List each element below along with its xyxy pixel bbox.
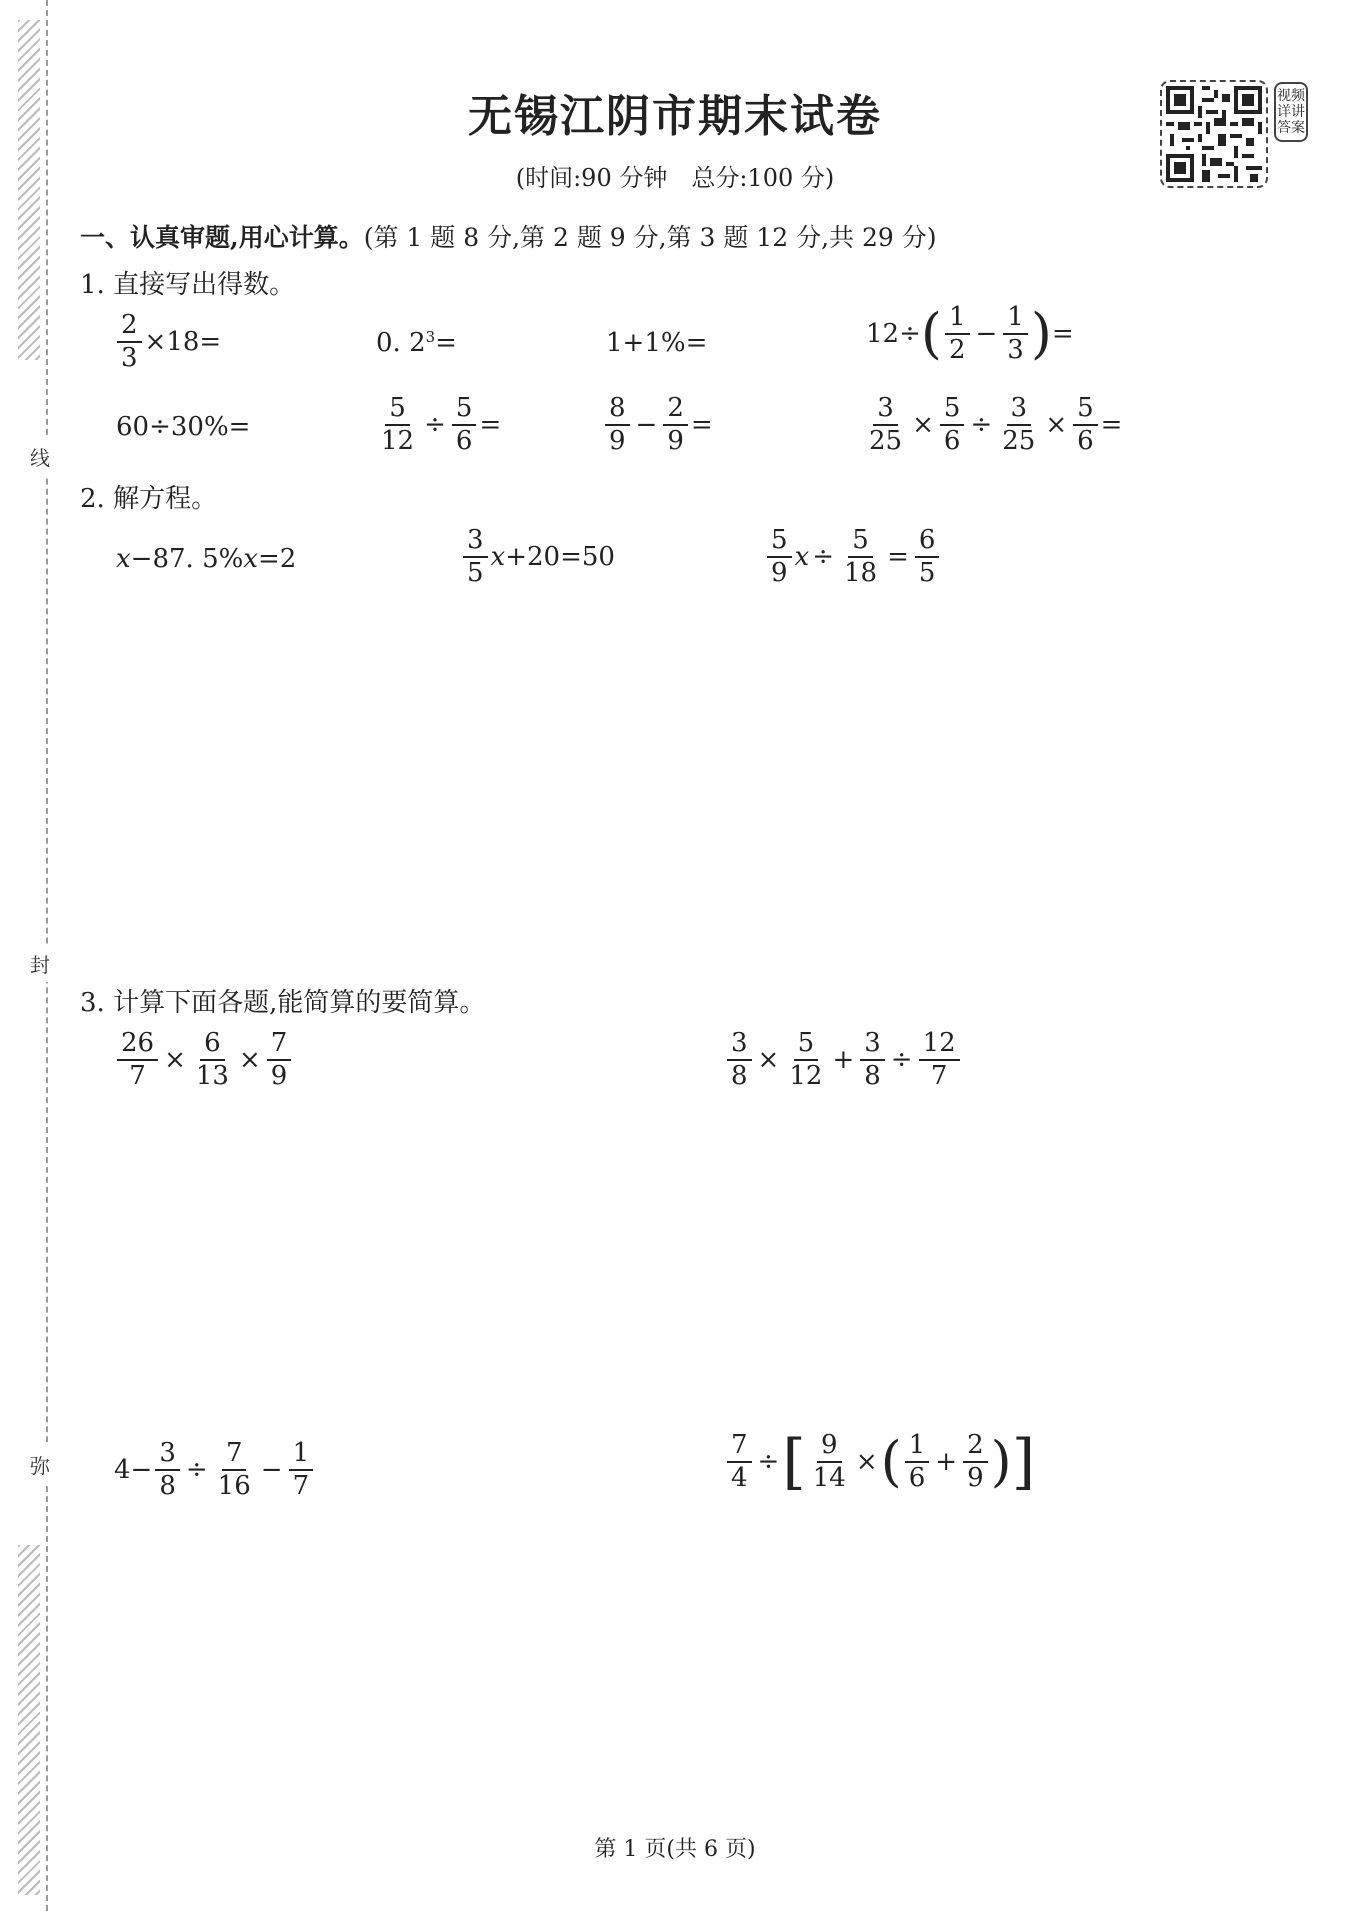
operator: = bbox=[887, 542, 909, 573]
operator: ÷ bbox=[890, 1045, 913, 1076]
expr-tail: = bbox=[1100, 410, 1123, 441]
fraction: $\frac{2}{9}$ bbox=[963, 1432, 988, 1493]
right-paren: ) bbox=[990, 1430, 1012, 1494]
expr-tail: =2 bbox=[258, 544, 297, 574]
q3-item-a bbox=[114, 1030, 294, 1091]
fraction: $\frac{1}{2}$ bbox=[945, 304, 970, 365]
fraction: $\frac{3}{5}$ bbox=[463, 527, 488, 588]
operator: × bbox=[164, 1045, 186, 1076]
margin-char-seal: 封 bbox=[30, 945, 50, 982]
q3-label: 3. 计算下面各题,能简算的要简算。 bbox=[80, 988, 486, 1018]
operator: × bbox=[1045, 410, 1068, 441]
q1-item-f bbox=[374, 395, 501, 456]
exponent: 3 bbox=[425, 328, 436, 346]
q1-item-b bbox=[376, 328, 457, 358]
operator: × bbox=[757, 1045, 780, 1076]
fraction: $\frac{9}{14}$ bbox=[812, 1430, 846, 1494]
page-title: 无锡江阴市期末试卷 bbox=[468, 91, 882, 142]
section-heading bbox=[80, 218, 936, 254]
fraction: $\frac{5}{12}$ bbox=[789, 1028, 823, 1092]
fraction: $\frac{5}{6}$ bbox=[452, 395, 477, 456]
q1-item-d: 12÷ ( $\frac{1}{2}$ − $\frac{1}{3}$ ) = bbox=[866, 302, 1074, 366]
q2-item-b bbox=[460, 527, 615, 588]
operator: × bbox=[912, 410, 934, 441]
expr-tail: +20=50 bbox=[505, 542, 615, 573]
q1-label: 1. 直接写出得数。 bbox=[80, 270, 296, 300]
q3-item-c bbox=[114, 1440, 316, 1501]
operator: ÷ bbox=[970, 410, 993, 441]
fraction: $\frac{3}{25}$ bbox=[869, 393, 903, 457]
fraction: $\frac{2}{3}$ bbox=[117, 312, 142, 373]
exam-info: (时间:90 分钟 总分:100 分) bbox=[515, 164, 835, 192]
fraction: $\frac{5}{18}$ bbox=[844, 525, 878, 589]
fraction: $\frac{5}{9}$ bbox=[767, 527, 792, 588]
q3-item-d bbox=[724, 1427, 1036, 1498]
expr-text: 1+1%= bbox=[606, 328, 708, 358]
operator: ÷ bbox=[424, 410, 446, 441]
section-score-note: (第 1 题 8 分,第 2 题 9 分,第 3 题 12 分,共 29 分) bbox=[363, 223, 937, 252]
margin-char-line: 线 bbox=[30, 438, 50, 475]
variable: x bbox=[116, 544, 131, 574]
fraction: $\frac{6}{13}$ bbox=[195, 1028, 229, 1092]
qr-code-image bbox=[1160, 80, 1268, 188]
fraction: $\frac{26}{7}$ bbox=[117, 1030, 158, 1091]
fraction: $\frac{7}{9}$ bbox=[267, 1030, 292, 1091]
operator: ÷ bbox=[185, 1455, 208, 1486]
fraction: $\frac{7}{16}$ bbox=[217, 1438, 251, 1502]
fraction: $\frac{1}{3}$ bbox=[1003, 304, 1028, 365]
operator: ÷ bbox=[757, 1447, 780, 1478]
left-bracket: [ bbox=[782, 1427, 806, 1498]
operator: + bbox=[832, 1045, 855, 1076]
variable: x bbox=[490, 542, 506, 573]
operator: − bbox=[635, 410, 658, 441]
fraction: $\frac{5}{12}$ bbox=[381, 393, 415, 457]
qr-code[interactable] bbox=[1160, 80, 1306, 192]
q2-item-c bbox=[764, 527, 942, 588]
q3-item-b bbox=[724, 1030, 963, 1091]
expr-tail: ×18= bbox=[144, 327, 222, 358]
fraction: $\frac{8}{9}$ bbox=[605, 395, 630, 456]
expr-base: 0. 2 bbox=[376, 328, 426, 358]
expr-tail: = bbox=[1051, 319, 1074, 350]
operator: + bbox=[935, 1447, 958, 1478]
expr-tail: = bbox=[479, 410, 502, 441]
operator: × bbox=[238, 1045, 261, 1076]
expr-head: 4− bbox=[114, 1455, 153, 1486]
operator: − bbox=[975, 319, 998, 350]
section-title: 一、认真审题,用心计算。 bbox=[80, 223, 364, 252]
expr-text: 60÷30%= bbox=[116, 412, 251, 442]
fraction: $\frac{3}{8}$ bbox=[727, 1030, 752, 1091]
fraction: $\frac{1}{6}$ bbox=[905, 1432, 930, 1493]
q1-item-c bbox=[606, 328, 707, 358]
expr-mid: −87. 5% bbox=[130, 544, 244, 574]
qr-caption: 视频详讲答案 bbox=[1274, 82, 1308, 142]
q1-item-a bbox=[114, 312, 221, 373]
fraction: $\frac{5}{6}$ bbox=[940, 395, 965, 456]
operator: − bbox=[260, 1455, 283, 1486]
fraction: $\frac{7}{4}$ bbox=[727, 1432, 752, 1493]
q2-label: 2. 解方程。 bbox=[80, 484, 218, 514]
q2-item-a bbox=[116, 544, 296, 574]
fraction: $\frac{3}{25}$ bbox=[1002, 393, 1036, 457]
variable: x bbox=[794, 542, 810, 573]
margin-char-fold: 弥 bbox=[30, 1446, 50, 1483]
page-number: 第 1 页(共 6 页) bbox=[594, 1837, 756, 1862]
fraction: $\frac{2}{9}$ bbox=[663, 395, 688, 456]
variable: x bbox=[243, 544, 258, 574]
expr-head: 12÷ bbox=[866, 319, 921, 350]
fraction: $\frac{12}{7}$ bbox=[919, 1030, 960, 1091]
right-bracket: ] bbox=[1011, 1427, 1036, 1498]
q1-item-g bbox=[602, 395, 713, 456]
left-paren: ( bbox=[880, 1430, 902, 1494]
expr-tail: = bbox=[690, 410, 713, 441]
expr-tail: = bbox=[435, 328, 457, 358]
fraction: $\frac{3}{8}$ bbox=[155, 1440, 180, 1501]
q1-item-h bbox=[862, 395, 1122, 456]
fraction: $\frac{1}{7}$ bbox=[289, 1440, 314, 1501]
operator: ÷ bbox=[812, 542, 835, 573]
fraction: $\frac{6}{5}$ bbox=[915, 527, 940, 588]
operator: × bbox=[855, 1447, 878, 1478]
fraction: $\frac{5}{6}$ bbox=[1073, 395, 1098, 456]
q1-item-e bbox=[116, 412, 250, 442]
fraction: $\frac{3}{8}$ bbox=[860, 1030, 885, 1091]
